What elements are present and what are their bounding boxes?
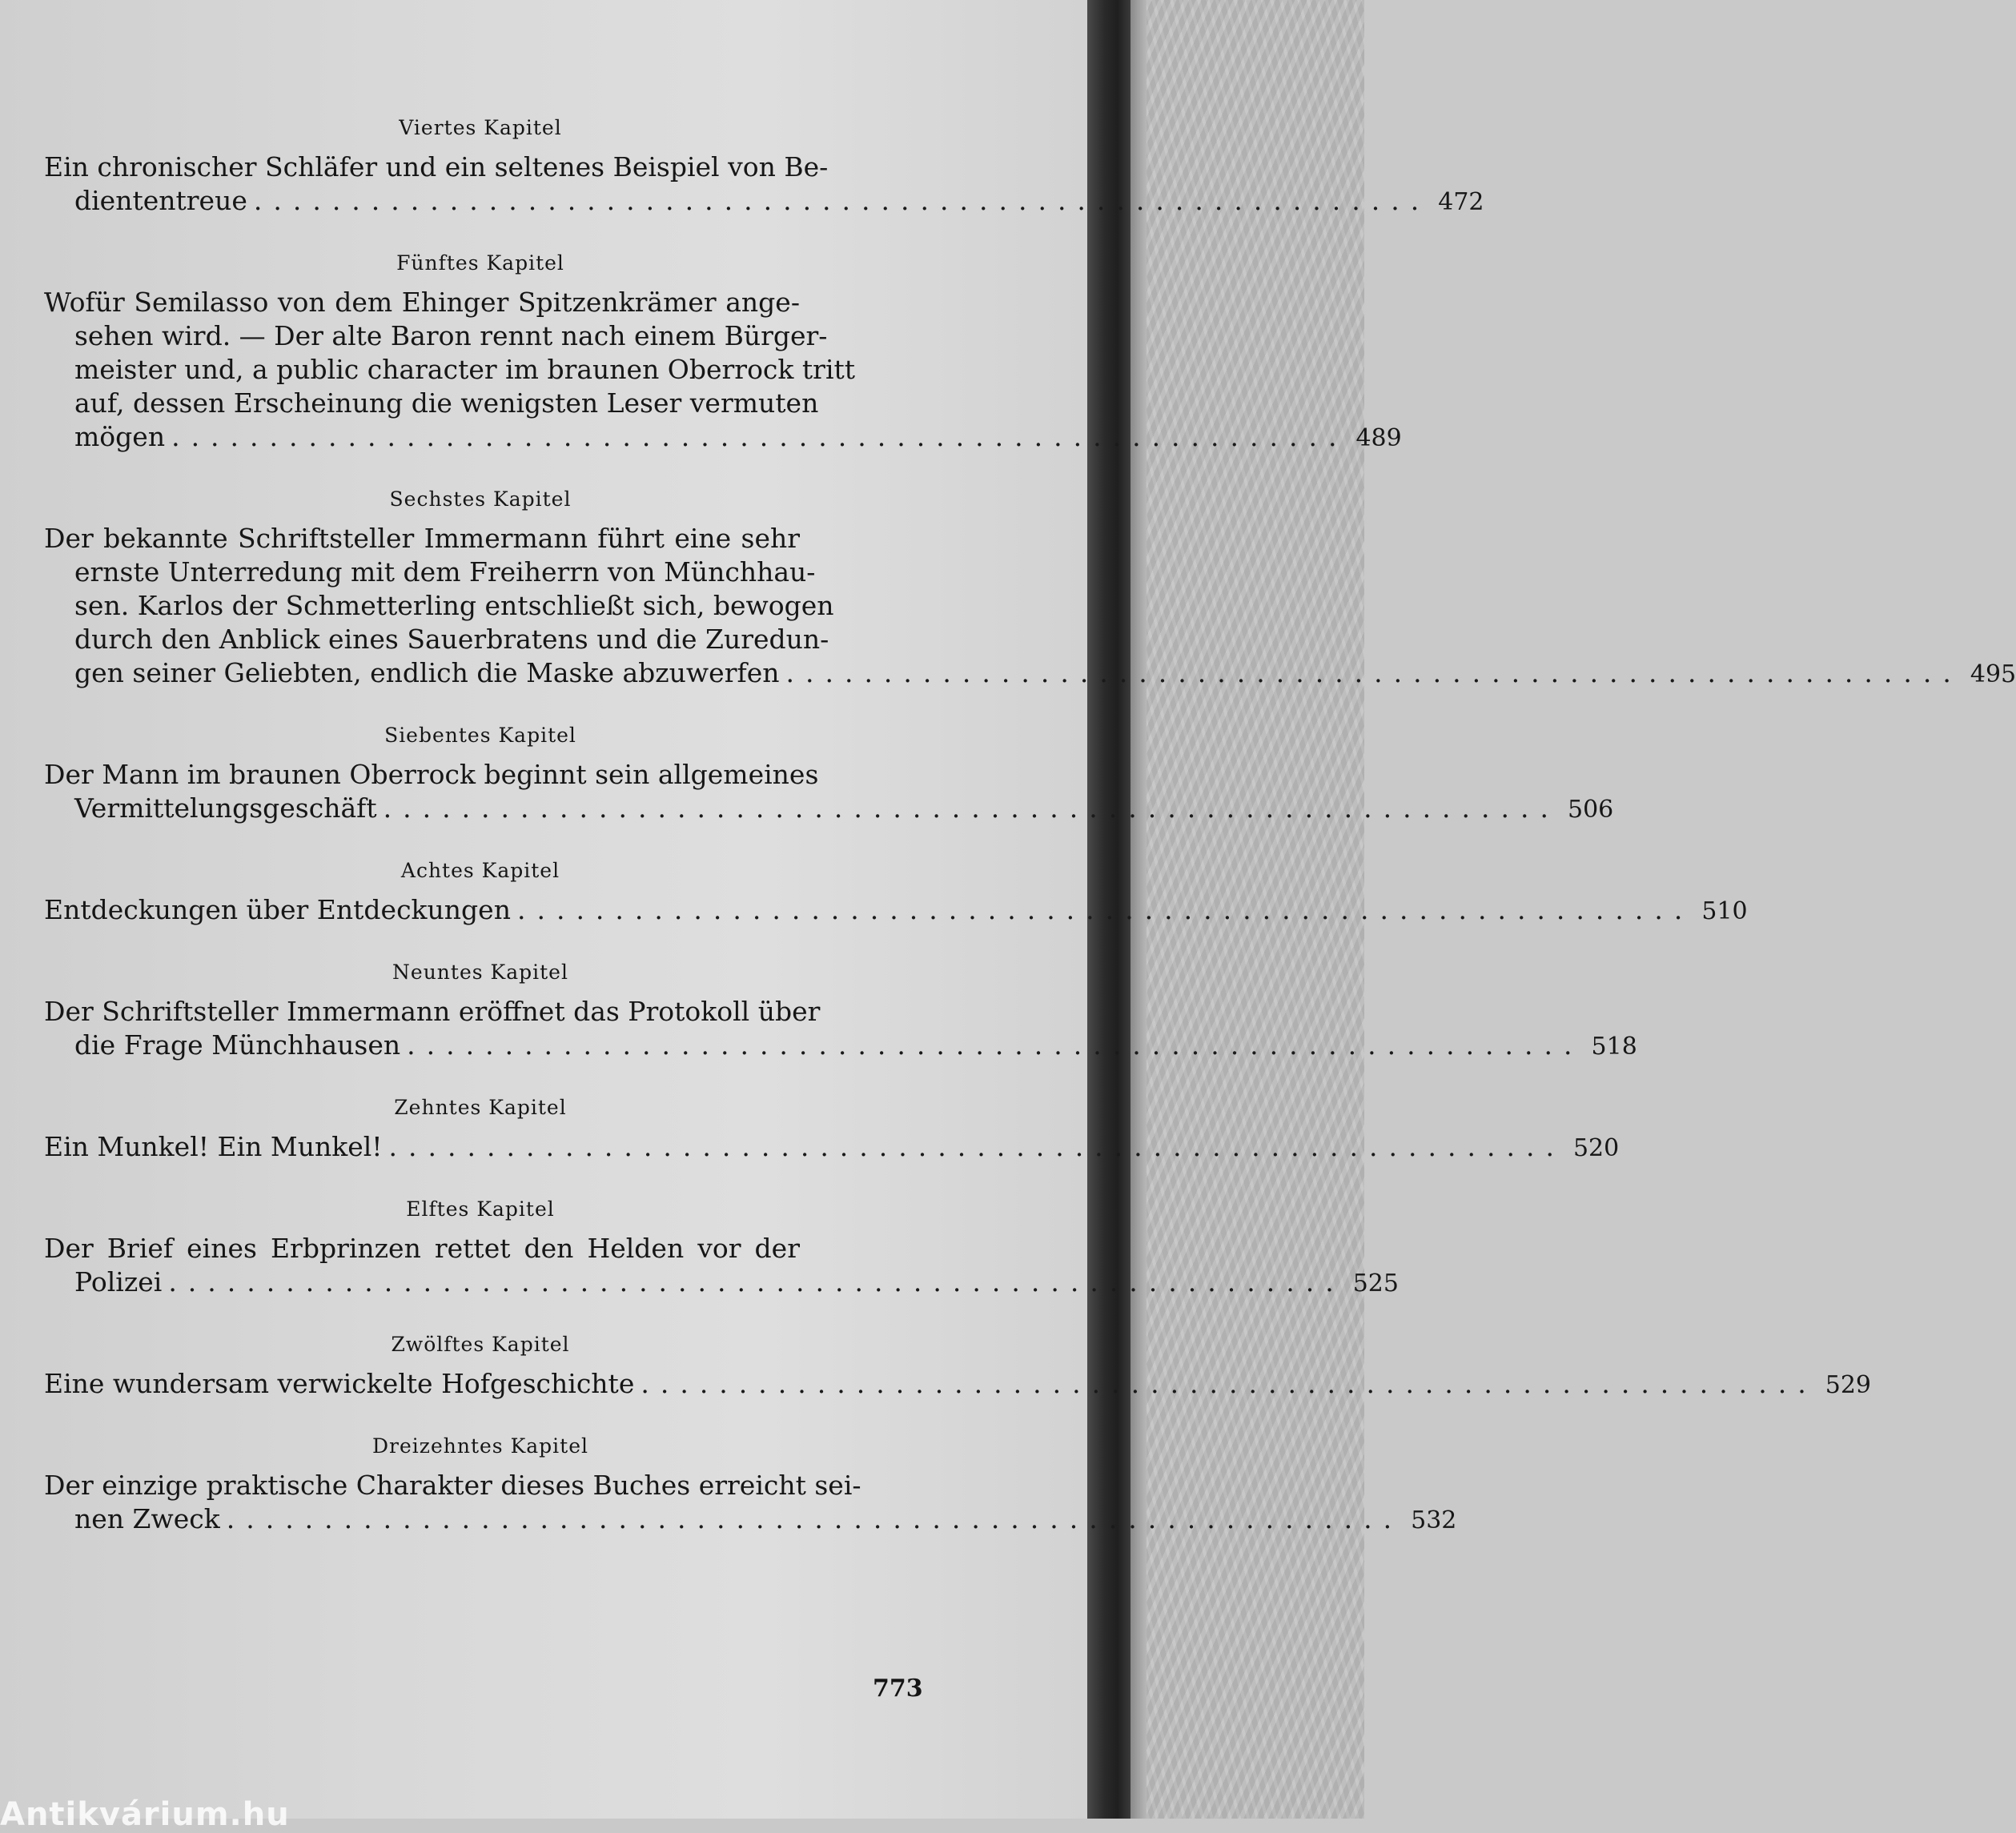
chapter-heading: Elftes Kapitel	[406, 1197, 555, 1221]
chapter-entry	[44, 1469, 1457, 1538]
dot-leader: ............................................................	[383, 792, 1560, 824]
chapter-heading: Neuntes Kapitel	[392, 961, 568, 984]
entry-page-number: 520	[1572, 1134, 1620, 1162]
chapter-heading: Fünftes Kapitel	[396, 251, 564, 275]
entry-last-line	[44, 184, 1484, 219]
entry-text-line: Ein chronischer Schläfer und ein seltenes Beispiel von Be-	[44, 151, 829, 182]
chapter-entry	[44, 995, 1637, 1064]
chapter-entry	[44, 150, 1484, 219]
entry-text-line: Der bekannte Schriftsteller Immermann führt eine sehr	[44, 523, 800, 554]
entry-page-number: 495	[1970, 660, 2016, 688]
chapter-entry	[44, 893, 1748, 929]
toc-chapter	[44, 1434, 1457, 1538]
chapter-entry	[44, 758, 1614, 827]
chapter-entry	[44, 1130, 1620, 1165]
entry-text-line: Der Mann im braunen Oberrock beginnt sein allgemeines	[44, 759, 819, 790]
page-number: 773	[873, 1675, 923, 1703]
dot-leader: ............................................................	[388, 1131, 1565, 1162]
dot-leader: ............................................................	[407, 1029, 1584, 1061]
entry-text-line: meister und, a public character im braunen Oberrock tritt	[74, 354, 856, 385]
entry-text-line: gen seiner Geliebten, endlich die Maske abzuwerfen	[74, 657, 780, 688]
table-of-contents	[44, 116, 2016, 1570]
entry-text-line: Eine wundersam verwickelte Hofgeschichte	[44, 1368, 635, 1399]
entry-text-line: ernste Unterredung mit dem Freiherrn von Münchhau-	[74, 556, 816, 588]
dot-leader: ............................................................	[253, 185, 1431, 216]
toc-chapter	[44, 1096, 1620, 1165]
toc-chapter	[44, 859, 1748, 929]
entry-last-line	[44, 893, 1748, 929]
watermark: Antikvárium.hu	[0, 1796, 290, 1833]
toc-chapter	[44, 961, 1637, 1064]
entry-last-line	[44, 656, 2016, 692]
entry-last-line	[44, 420, 1402, 455]
entry-text-line: Vermittelungsgeschäft	[74, 792, 377, 824]
entry-text-line: diententreue	[74, 185, 247, 216]
chapter-heading: Zehntes Kapitel	[394, 1096, 567, 1119]
dot-leader: ............................................................	[641, 1368, 1817, 1399]
toc-chapter	[44, 724, 1614, 827]
chapter-entry	[44, 522, 2016, 692]
entry-text-line: die Frage Münchhausen	[74, 1029, 401, 1061]
entry-page-number: 525	[1352, 1269, 1399, 1298]
dot-leader: ............................................................	[226, 1503, 1404, 1534]
toc-chapter	[44, 487, 2016, 692]
chapter-heading: Siebentes Kapitel	[384, 724, 576, 747]
entry-page-number: 532	[1411, 1506, 1457, 1534]
entry-last-line	[44, 1029, 1637, 1064]
entry-text-line: Der Brief eines Erbprinzen rettet den Helden vor der	[44, 1233, 800, 1264]
chapter-entry	[44, 1367, 1871, 1402]
chapter-entry	[44, 1232, 1399, 1301]
chapter-heading: Sechstes Kapitel	[389, 487, 572, 511]
dot-leader: ............................................................	[168, 1266, 1345, 1298]
entry-text-line: Wofür Semilasso von dem Ehinger Spitzenkrämer ange-	[44, 287, 800, 318]
entry-last-line	[44, 792, 1614, 827]
toc-chapter	[44, 1333, 1871, 1402]
toc-chapter	[44, 1197, 1399, 1301]
entry-last-line	[44, 1367, 1871, 1402]
toc-chapter	[44, 251, 1402, 455]
entry-page-number: 529	[1825, 1371, 1871, 1399]
entry-text-line: nen Zweck	[74, 1503, 220, 1534]
chapter-heading: Dreizehntes Kapitel	[372, 1434, 588, 1458]
entry-text-line: auf, dessen Erscheinung die wenigsten Leser vermuten	[74, 387, 819, 419]
entry-text-line: sehen wird. — Der alte Baron rennt nach einem Bürger-	[74, 320, 828, 351]
entry-page-number: 506	[1568, 796, 1614, 824]
chapter-heading: Viertes Kapitel	[399, 116, 562, 139]
entry-page-number: 510	[1701, 897, 1748, 925]
entry-text-line: Ein Munkel! Ein Munkel!	[44, 1131, 383, 1162]
entry-last-line	[44, 1502, 1457, 1538]
entry-text-line: Polizei	[74, 1266, 163, 1298]
chapter-entry	[44, 286, 1402, 455]
dot-leader: ............................................................	[785, 657, 1962, 688]
entry-text-line: sen. Karlos der Schmetterling entschließt sich, bewogen	[74, 590, 834, 621]
entry-text-line: mögen	[74, 421, 166, 452]
dot-leader: ............................................................	[516, 894, 1694, 925]
entry-text-line: durch den Anblick eines Sauerbratens und die Zuredun-	[74, 624, 829, 655]
entry-page-number: 518	[1591, 1033, 1637, 1061]
entry-text-line: Der einzige praktische Charakter dieses Buches erreicht sei-	[44, 1470, 861, 1501]
dot-leader: ............................................................	[171, 421, 1348, 452]
chapter-heading: Zwölftes Kapitel	[391, 1333, 570, 1356]
toc-chapter	[44, 116, 1484, 219]
entry-last-line	[44, 1265, 1399, 1301]
entry-text-line: Der Schriftsteller Immermann eröffnet das Protokoll über	[44, 996, 821, 1027]
entry-page-number: 489	[1355, 424, 1402, 452]
entry-last-line	[44, 1130, 1620, 1165]
entry-page-number: 472	[1438, 188, 1484, 216]
chapter-heading: Achtes Kapitel	[400, 859, 560, 882]
entry-text-line: Entdeckungen über Entdeckungen	[44, 894, 511, 925]
